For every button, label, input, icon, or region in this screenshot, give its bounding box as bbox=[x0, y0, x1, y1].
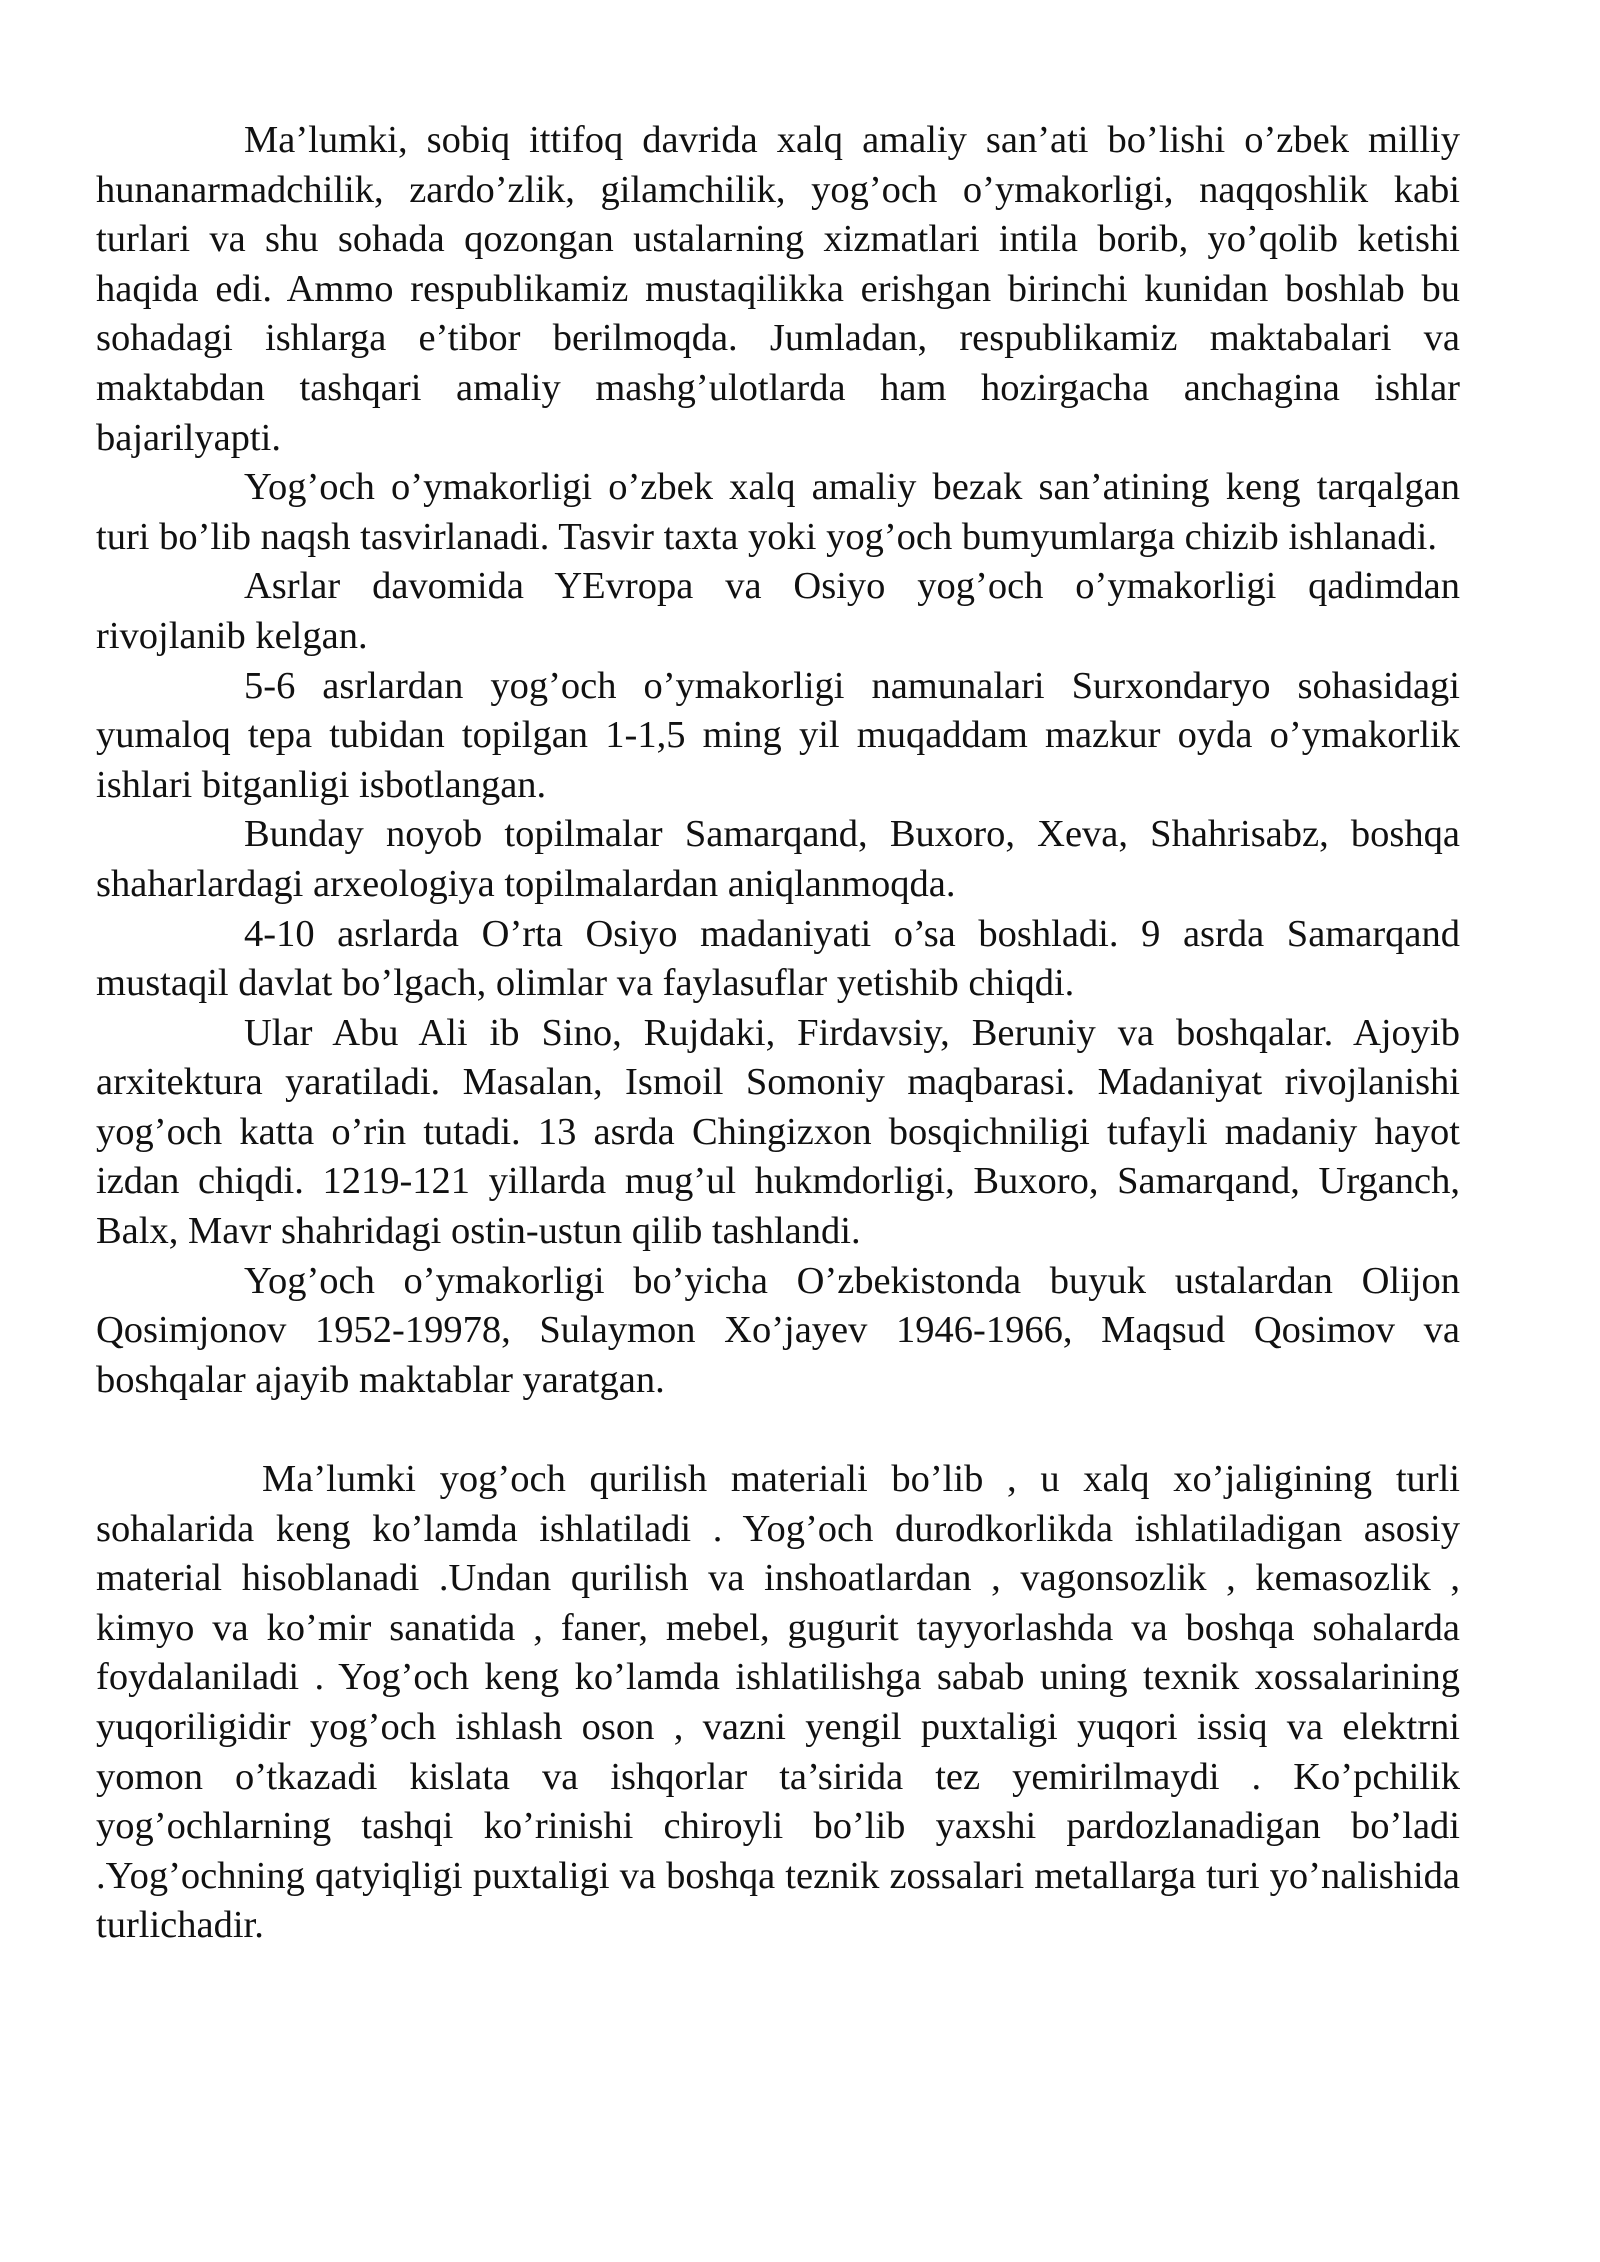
blank-line bbox=[96, 1405, 1460, 1455]
paragraph-2: Yog’och o’ymakorligi o’zbek xalq amaliy bezak san’atining keng tarqalgan turi bo’lib naqsh tasvirlanadi. Tasvir taxta yoki yog’och bumyumlarga chizib ishlanadi. bbox=[96, 466, 1460, 558]
paragraph-1: Ma’lumki, sobiq ittifoq davrida xalq amaliy san’ati bo’lishi o’zbek milliy hunanarmadchilik, zardo’zlik, gilamchilik, yog’och o’ymakorligi, naqqoshlik kabi turlari va shu sohada qozongan ustalarning xizmatlari intila borib, yo’qolib ketishi haqida edi. Ammo respublikamiz mustaqilikka erishgan birinchi kunidan boshlab bu sohadagi ishlarga e’tibor berilmoqda. Jumladan, respublikamiz maktabalari va maktabdan tashqari amaliy mashg’ulotlarda ham hozirgacha anchagina ishlar bajarilyapti. bbox=[96, 119, 1460, 459]
paragraph-4: 5-6 asrlardan yog’och o’ymakorligi namunalari Surxondaryo sohasidagi yumaloq tepa tubidan topilgan 1-1,5 ming yil muqaddam mazkur oyda o’ymakorlik ishlari bitganligi isbotlangan. bbox=[96, 664, 1460, 806]
paragraph-5: Bunday noyob topilmalar Samarqand, Buxoro, Xeva, Shahrisabz, boshqa shaharlardagi arxeologiya topilmalardan aniqlanmoqda. bbox=[96, 813, 1460, 905]
paragraph-6: 4-10 asrlarda O’rta Osiyo madaniyati o’sa boshladi. 9 asrda Samarqand mustaqil davlat bo’lgach, olimlar va faylasuflar yetishib chiqdi. bbox=[96, 912, 1460, 1005]
paragraph-7: Ular Abu Ali ib Sino, Rujdaki, Firdavsiy, Beruniy va boshqalar. Ajoyib arxitektura yaratiladi. Masalan, Ismoil Somoniy maqbarasi. Madaniyat rivojlanishi yog’och katta o’rin tutadi. 13 asrda Chingizxon bosqichniligi tufayli madaniy hayot izdan chiqdi. 1219-121 yillarda mug’ul hukmdorligi, Buxoro, Samarqand, Urganch, Balx, Mavr shahridagi ostin-ustun qilib tashlandi. bbox=[96, 1011, 1460, 1253]
paragraph-8: Yog’och o’ymakorligi bo’yicha O’zbekistonda buyuk ustalardan Olijon Qosimjonov 1952-19978, Sulaymon Xo’jayev 1946-1966, Maqsud Qosimov va boshqalar ajayib maktablar yaratgan. bbox=[96, 1259, 1460, 1401]
paragraph-3: Asrlar davomida YEvropa va Osiyo yog’och o’ymakorligi qadimdan rivojlanib kelgan. bbox=[96, 565, 1460, 657]
document-page bbox=[96, 116, 1460, 1951]
paragraph-second-block: Ma’lumki yog’och qurilish materiali bo’lib , u xalq xo’jaligining turli sohalarida keng ko’lamda ishlatiladi . Yog’och durodkorlikda ishlatiladigan asosiy material hisoblanadi .Undan qurilish va inshoatlardan , vagonsozlik , kemasozlik , kimyo va ko’mir sanatida , faner, mebel, gugurit tayyorlashda va boshqa sohalarda foydalaniladi . Yog’och keng ko’lamda ishlatilishga sabab uning texnik xossalarining yuqoriligidir yog’och ishlash oson , vazni yengil puxtaligi yuqori issiq va elektrni yomon o’tkazadi kislata va ishqorlar ta’sirida tez yemirilmaydi . Ko’pchilik yog’ochlarning tashqi ko’rinishi chiroyli bo’lib yaxshi pardozlanadigan bo’ladi .Yog’ochning qatyiqligi puxtaligi va boshqa teznik zossalari metallarga turi yo’nalishida turlichadir. bbox=[96, 1458, 1460, 1947]
